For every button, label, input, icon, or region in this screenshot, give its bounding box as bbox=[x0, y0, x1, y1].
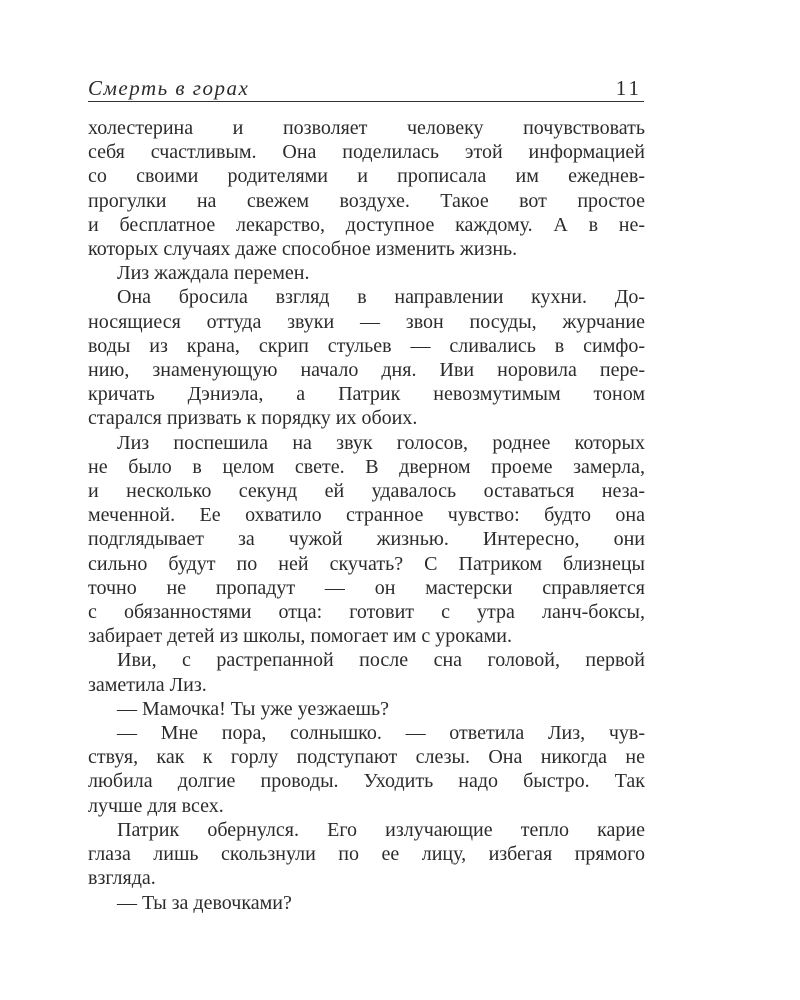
text-line: Патрик обернулся. Его излучающие тепло карие bbox=[117, 818, 645, 841]
paragraph bbox=[88, 721, 645, 818]
text-line: — Мамочка! Ты уже уезжаешь? bbox=[117, 697, 390, 720]
running-head bbox=[88, 74, 644, 102]
text-line: Она бросила взгляд в направлении кухни. До- bbox=[117, 286, 645, 309]
paragraph bbox=[88, 285, 645, 430]
text-line: с обязанностями отца: готовит с утра ланч-боксы, bbox=[88, 601, 645, 624]
text-line: глаза лишь скользнули по ее лицу, избегая прямого bbox=[88, 843, 645, 866]
text-line: кричать Дэниэла, а Патрик невозмутимым тоном bbox=[88, 383, 645, 406]
text-line: — Мне пора, солнышко. — ответила Лиз, чув- bbox=[117, 722, 645, 745]
paragraph bbox=[88, 818, 645, 891]
text-line: Лиз жаждала перемен. bbox=[117, 262, 310, 285]
text-line: забирает детей из школы, помогает им с уроками. bbox=[88, 625, 512, 648]
text-line: воды из крана, скрип стульев — сливались в симфо- bbox=[88, 334, 645, 357]
text-line: носящиеся оттуда звуки — звон посуды, журчание bbox=[88, 310, 645, 333]
paragraph bbox=[88, 697, 645, 721]
text-line: подглядывает за чужой жизнью. Интересно, они bbox=[88, 528, 645, 551]
paragraph bbox=[88, 891, 645, 915]
text-line: и несколько секунд ей удавалось оставаться неза- bbox=[88, 480, 645, 503]
page-number: 11 bbox=[615, 76, 642, 100]
text-line: — Ты за девочками? bbox=[117, 891, 292, 914]
paragraph bbox=[88, 648, 645, 696]
text-line: себя счастливым. Она поделилась этой информацией bbox=[88, 141, 645, 164]
text-line: сильно будут по ней скучать? С Патриком близнецы bbox=[88, 552, 645, 575]
paragraph bbox=[88, 431, 645, 649]
paragraph bbox=[88, 116, 645, 261]
text-line: не было в целом свете. В дверном проеме замерла, bbox=[88, 455, 645, 478]
text-line: лучше для всех. bbox=[88, 794, 224, 817]
header-rule bbox=[88, 101, 644, 102]
text-line: нию, знаменующую начало дня. Иви норовила пере- bbox=[88, 359, 645, 382]
book-title: Смерть в горах bbox=[88, 76, 250, 100]
text-line: которых случаях даже способное изменить жизнь. bbox=[88, 238, 518, 261]
text-line: ствуя, как к горлу подступают слезы. Она никогда не bbox=[88, 746, 645, 769]
text-line: заметила Лиз. bbox=[88, 673, 207, 696]
body-text bbox=[88, 116, 645, 915]
paragraph bbox=[88, 261, 645, 285]
text-line: любила долгие проводы. Уходить надо быстро. Так bbox=[88, 770, 645, 793]
text-line: со своими родителями и прописала им ежеднев- bbox=[88, 165, 645, 188]
text-line: меченной. Ее охватило странное чувство: будто она bbox=[88, 504, 645, 527]
text-line: и бесплатное лекарство, доступное каждому. А в не- bbox=[88, 213, 645, 236]
text-line: точно не пропадут — он мастерски справляется bbox=[88, 576, 645, 599]
text-line: прогулки на свежем воздухе. Такое вот простое bbox=[88, 189, 645, 212]
text-line: старался призвать к порядку их обоих. bbox=[88, 407, 418, 430]
text-line: Лиз поспешила на звук голосов, роднее которых bbox=[117, 431, 645, 454]
text-line: холестерина и позволяет человеку почувствовать bbox=[88, 117, 645, 139]
text-line: взгляда. bbox=[88, 867, 156, 890]
text-line: Иви, с растрепанной после сна головой, первой bbox=[117, 649, 645, 672]
